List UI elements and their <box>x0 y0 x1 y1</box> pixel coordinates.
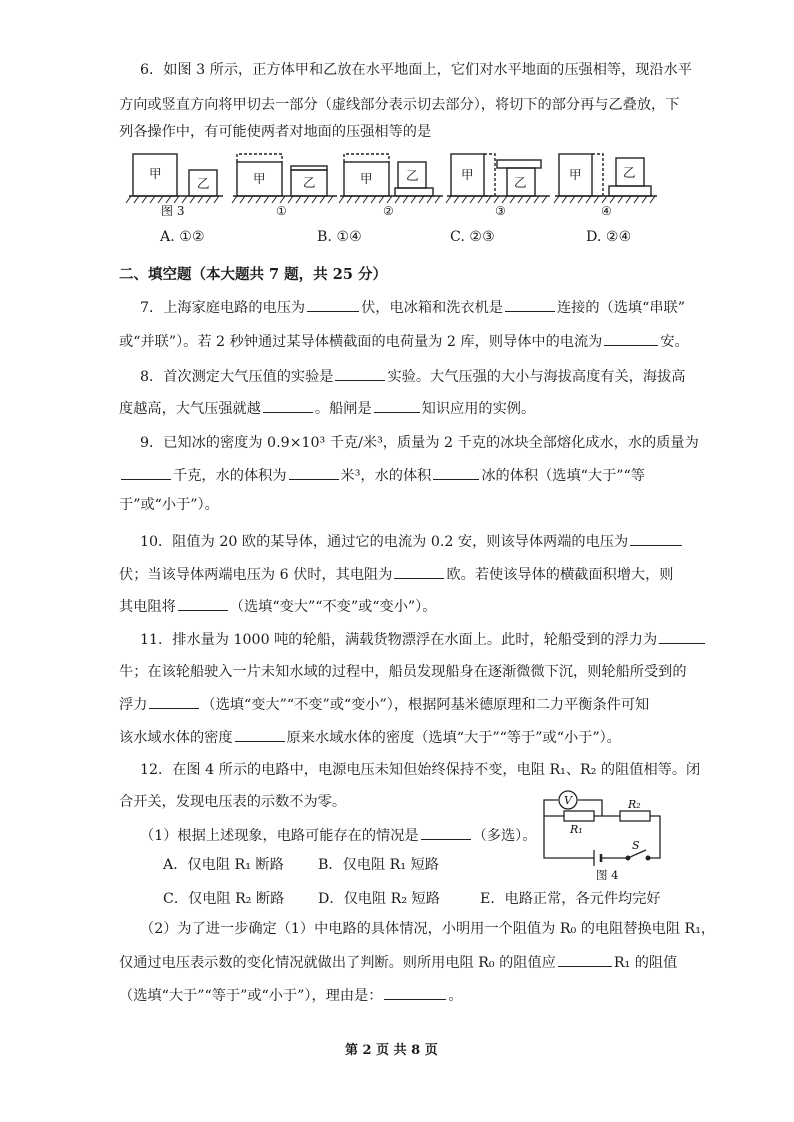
fig2-yi-label: 乙 <box>406 168 419 183</box>
q12-part2-line-1: （2）为了进一步确定（1）中电路的具体情况，小明用一个阻值为 R₀ 的电阻替换电阻 R₁， <box>140 921 716 937</box>
q8-blank-2[interactable] <box>263 398 313 413</box>
q9-line-2: 千克，水的体积为 米³，水的体积 冰的体积（选填“大于”“等 <box>119 465 645 487</box>
q12-part2-line-3: （选填“大于”“等于”或“小于”），理由是： 。 <box>119 985 463 1007</box>
q7-line-1: 7．上海家庭电路的电压为 伏，电冰箱和洗衣机是 连接的（选填“串联” <box>140 297 685 319</box>
section-2-title: 二、填空题（本大题共 7 题，共 25 分） <box>119 266 387 283</box>
q10-blank-2[interactable] <box>394 564 444 579</box>
fig2-jia-label: 甲 <box>360 171 373 186</box>
q8-blank-3[interactable] <box>374 398 420 413</box>
q12-part2-line-2: 仅通过电压表示数的变化情况就做出了判断。则所用电阻 R₀ 的阻值应 R₁ 的阻值 <box>119 952 677 974</box>
figure-3 <box>125 148 660 216</box>
fig4-r1-label: R₁ <box>570 823 583 836</box>
q10-blank-3[interactable] <box>178 596 228 611</box>
fig4-r2-label: R₂ <box>628 798 641 811</box>
q12-line-2: 合开关，发现电压表的示数不为零。 <box>119 794 347 810</box>
q7-blank-3[interactable] <box>604 331 658 346</box>
fig4-jia-label: 甲 <box>569 167 582 182</box>
q11-blank-2[interactable] <box>149 694 199 709</box>
q10-line-3: 其电阻将 （选填“变大”“不变”或“变小”）。 <box>119 596 436 618</box>
q6-line-2: 方向或竖直方向将甲切去一部分（虚线部分表示切去部分），将切下的部分再与乙叠放，下 <box>119 97 680 113</box>
q10-line-1: 10．阻值为 20 欧的某导体，通过它的电流为 0.2 安，则该导体两端的电压为 <box>140 531 684 553</box>
q7-line-2: 或“并联”）。若 2 秒钟通过某导体横截面的电荷量为 2 库，则导体中的电流为 安。 <box>119 331 689 353</box>
q7-blank-1[interactable] <box>307 297 359 312</box>
fig3b-yi-label: 乙 <box>514 175 527 190</box>
q12-blank-2[interactable] <box>558 952 612 967</box>
fig4-voltmeter-label: V <box>564 794 572 807</box>
q10-blank-1[interactable] <box>630 531 682 546</box>
q11-line-3: 浮力 （选填“变大”“不变”或“变小”），根据阿基米德原理和二力平衡条件可知 <box>119 694 649 716</box>
q9-blank-3[interactable] <box>433 465 479 480</box>
fig4-caption: 图 4 <box>596 868 619 882</box>
q12-blank-3[interactable] <box>384 985 446 1000</box>
q8-blank-1[interactable] <box>335 366 385 381</box>
q12-blank-1[interactable] <box>421 825 471 840</box>
fig-caption-2: ② <box>383 204 394 216</box>
q11-line-4: 该水域水体的密度 原来水域水体的密度（选填“大于”“等于”或“小于”）。 <box>119 727 621 749</box>
q12-option-a: A．仅电阻 R₁ 断路 <box>163 857 284 873</box>
q8-line-1: 8．首次测定大气压值的实验是 实验。大气压强的大小与海拔高度有关，海拔高 <box>140 366 685 388</box>
fig-caption-3: ③ <box>495 204 506 216</box>
q9-blank-1[interactable] <box>121 465 171 480</box>
q12-option-e: E．电路正常，各元件均完好 <box>480 891 661 907</box>
q11-line-2: 牛；在该轮船驶入一片未知水域的过程中，船员发现船身在逐渐微微下沉，则轮船所受到的 <box>119 664 687 680</box>
fig4-switch-label: S <box>632 839 640 852</box>
q12-option-b: B．仅电阻 R₁ 短路 <box>318 857 439 873</box>
q6-option-b: B. ①④ <box>317 229 362 245</box>
fig-caption-4: ④ <box>601 204 612 216</box>
q7-blank-2[interactable] <box>505 297 555 312</box>
fig1-jia-label: 甲 <box>253 171 266 186</box>
q6-option-c: C. ②③ <box>450 229 495 245</box>
fig-caption-1: ① <box>276 204 287 216</box>
q9-line-1: 9．已知冰的密度为 0.9×10³ 千克/米³，质量为 2 千克的冰块全部熔化成水，水的质量为 <box>140 435 699 451</box>
q6-option-a: A. ①② <box>160 229 205 245</box>
fig3-yi-label: 乙 <box>197 176 210 191</box>
fig3-jia-label: 甲 <box>149 166 162 181</box>
q6-line-1: 6．如图 3 所示，正方体甲和乙放在水平地面上，它们对水平地面的压强相等，现沿水平 <box>140 62 693 78</box>
fig3-caption: 图 3 <box>161 204 185 216</box>
fig3b-jia-label: 甲 <box>461 167 474 182</box>
figure-4-circuit <box>536 786 666 882</box>
fig4-yi-label: 乙 <box>623 165 636 180</box>
page-footer: 第 2 页 共 8 页 <box>345 1043 438 1058</box>
q11-blank-1[interactable] <box>659 629 705 644</box>
q6-line-3: 列各操作中，有可能使两者对地面的压强相等的是 <box>119 124 432 140</box>
q12-line-1: 12．在图 4 所示的电路中，电源电压未知但始终保持不变，电阻 R₁、R₂ 的阻值相等。闭 <box>140 762 701 778</box>
q9-blank-2[interactable] <box>289 465 339 480</box>
q8-line-2: 度越高，大气压强就越 。船闸是 知识应用的实例。 <box>119 398 535 420</box>
q6-option-d: D. ②④ <box>586 229 632 245</box>
q12-option-d: D．仅电阻 R₂ 短路 <box>318 891 440 907</box>
fig1-yi-label: 乙 <box>303 175 316 190</box>
q12-part1-question: （1）根据上述现象，电路可能存在的情况是 （多选）。 <box>140 825 536 847</box>
q11-line-1: 11．排水量为 1000 吨的轮船，满载货物漂浮在水面上。此时，轮船受到的浮力为 <box>140 629 707 651</box>
q11-blank-3[interactable] <box>235 727 285 742</box>
q9-line-3: 于”或“小于”）。 <box>119 497 219 513</box>
q10-line-2: 伏；当该导体两端电压为 6 伏时，其电阻为 欧。若使该导体的横截面积增大，则 <box>119 564 673 586</box>
q12-option-c: C．仅电阻 R₂ 断路 <box>163 891 285 907</box>
